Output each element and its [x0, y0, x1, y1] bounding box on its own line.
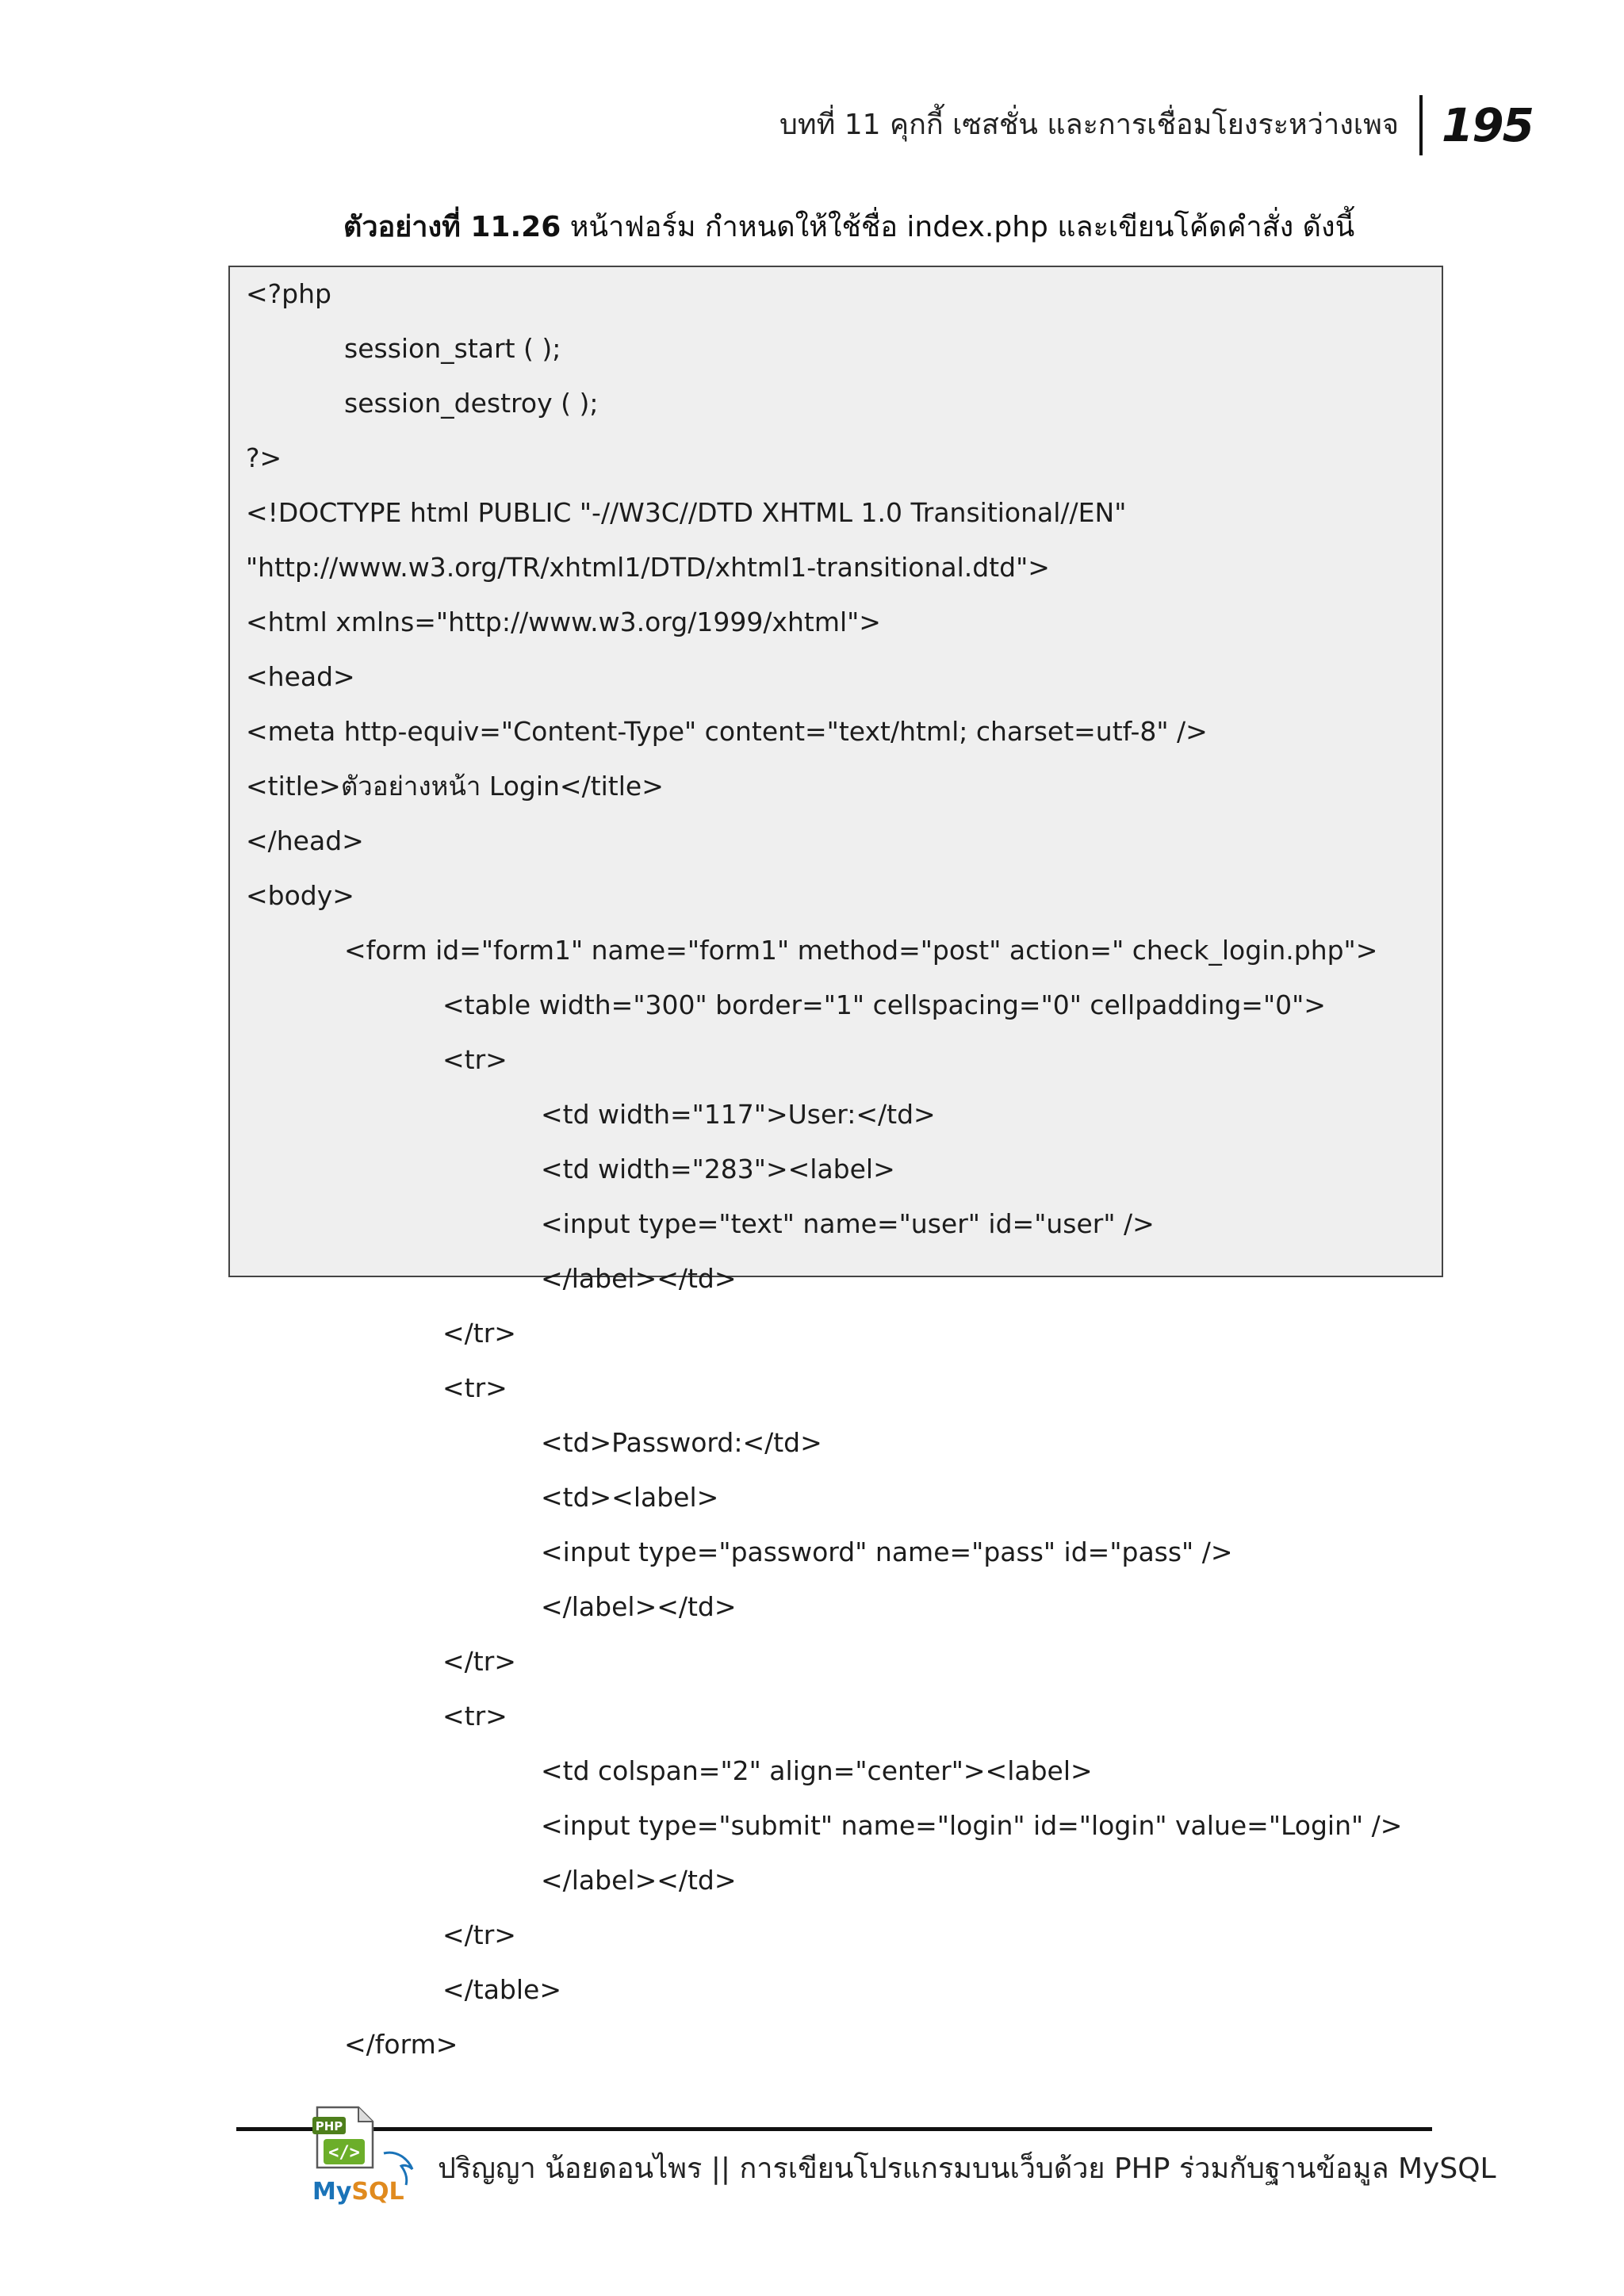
code-line: <head>	[246, 661, 355, 692]
code-line: ?>	[246, 442, 282, 473]
code-line: session_start ( );	[344, 333, 561, 364]
code-line: <tr>	[442, 1701, 508, 1732]
php-mysql-logo-icon	[311, 2106, 430, 2209]
code-line: <td>Password:</td>	[541, 1427, 822, 1458]
code-line: </head>	[246, 825, 364, 856]
code-line: "http://www.w3.org/TR/xhtml1/DTD/xhtml1-transitional.dtd">	[246, 552, 1050, 583]
page-number: 195	[1441, 98, 1533, 152]
mysql-wordmark: MySQL	[312, 2178, 404, 2206]
chapter-title: บทที่ 11 คุกกี้ เซสชั่น และการเชื่อมโยงระหว่างเพจ	[779, 109, 1399, 141]
code-line: <meta http-equiv="Content-Type" content="text/html; charset=utf-8" />	[246, 716, 1208, 747]
chapter-header	[779, 94, 1533, 157]
example-caption-text: หน้าฟอร์ม กำหนดให้ใช้ชื่อ index.php และเขียนโค้ดคำสั่ง ดังนี้	[561, 211, 1355, 243]
code-line: </label></td>	[541, 1263, 737, 1294]
code-line: </table>	[442, 1974, 561, 2005]
example-caption	[343, 210, 1354, 244]
code-line: <!DOCTYPE html PUBLIC "-//W3C//DTD XHTML 1.0 Transitional//EN"	[246, 497, 1127, 528]
code-line: <?php	[246, 278, 331, 309]
code-glyph: </>	[328, 2143, 360, 2163]
code-line: <form id="form1" name="form1" method="post" action=" check_login.php">	[344, 935, 1378, 966]
code-line: <td><label>	[541, 1482, 719, 1513]
code-line: </tr>	[442, 1646, 516, 1677]
footer-credit: ปริญญา น้อยดอนไพร || การเขียนโปรแกรมบนเว็บด้วย PHP ร่วมกับฐานข้อมูล MySQL	[438, 2152, 1496, 2185]
code-line: <tr>	[442, 1372, 508, 1403]
example-caption-label: ตัวอย่างที่ 11.26	[343, 211, 561, 243]
code-listing	[228, 266, 1443, 2060]
php-badge-label: PHP	[315, 2119, 343, 2133]
code-line: <td width="117">User:</td>	[541, 1099, 936, 1130]
code-line: </tr>	[442, 1919, 516, 1950]
code-line: <html xmlns="http://www.w3.org/1999/xhtml">	[246, 607, 881, 637]
code-line: session_destroy ( );	[344, 388, 599, 419]
code-line: <td colspan="2" align="center"><label>	[541, 1755, 1093, 1786]
code-line: </tr>	[442, 1318, 516, 1349]
code-line: <input type="submit" name="login" id="login" value="Login" />	[541, 1810, 1403, 1841]
code-line: <input type="password" name="pass" id="pass" />	[541, 1536, 1233, 1567]
code-line: <input type="text" name="user" id="user" />	[541, 1208, 1155, 1239]
code-line: <title>ตัวอย่างหน้า Login</title>	[246, 771, 664, 802]
code-line: <td width="283"><label>	[541, 1154, 895, 1184]
code-line: <tr>	[442, 1044, 508, 1075]
code-line: </label></td>	[541, 1865, 737, 1896]
code-line: <table width="300" border="1" cellspacing="0" cellpadding="0">	[442, 989, 1326, 1020]
code-line: <body>	[246, 880, 354, 911]
code-line: </form>	[344, 2029, 458, 2060]
php-mysql-logo-graphic	[311, 2106, 430, 2209]
code-line: </label></td>	[541, 1591, 737, 1622]
